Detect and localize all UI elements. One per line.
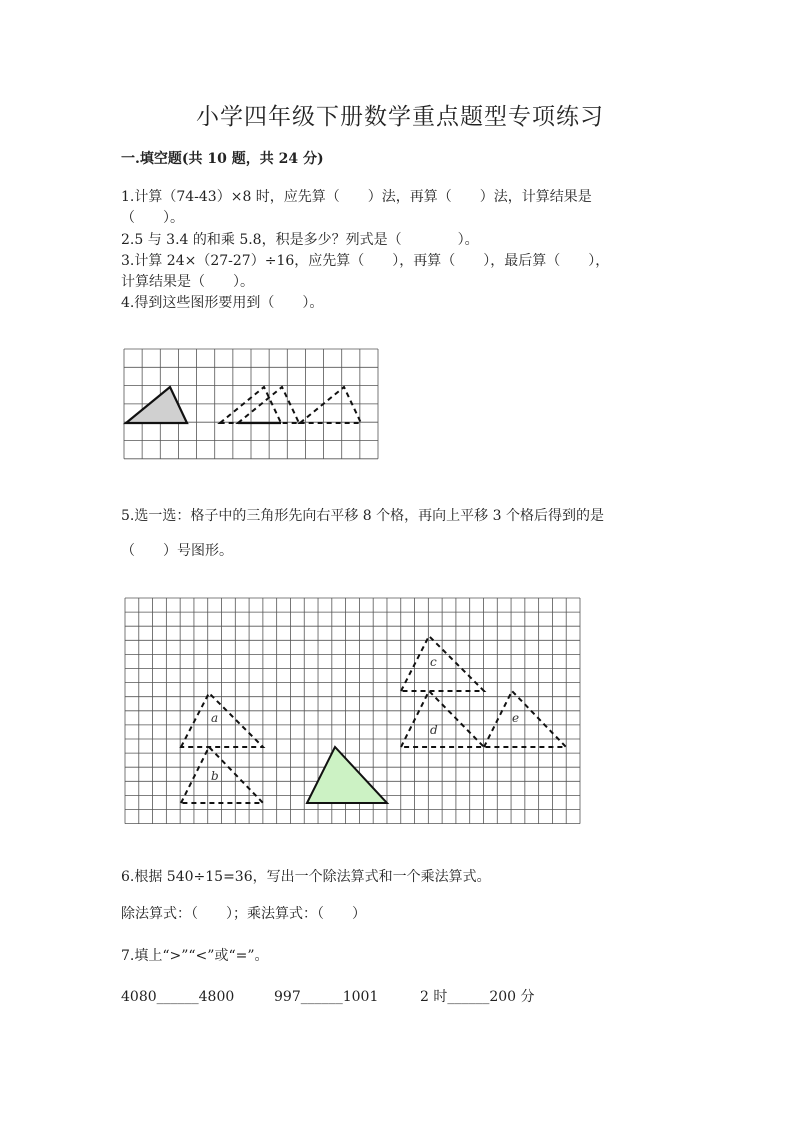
triangle-b — [181, 747, 263, 803]
section-heading: 一.填空题(共 10 题，共 24 分) — [121, 151, 324, 167]
q5-line1: 5.选一选：格子中的三角形先向右平移 8 个格，再向上平移 3 个格后得到的是 — [121, 508, 604, 524]
q5-green-triangle — [307, 747, 387, 803]
q6-line1: 6.根据 540÷15=36，写出一个除法算式和一个乘法算式。 — [121, 869, 491, 885]
q5-line2: （ ）号图形。 — [121, 543, 233, 559]
label-a: a — [211, 711, 219, 725]
q7-item-3: 2 时______200 分 — [420, 989, 535, 1005]
q1-line2: （ ）。 — [121, 210, 184, 226]
q1-line1: 1.计算（74-43）×8 时，应先算（ ）法，再算（ ）法，计算结果是 — [121, 189, 592, 205]
label-e: e — [512, 711, 520, 725]
q7-item-1: 4080______4800 — [121, 989, 235, 1005]
label-b: b — [211, 769, 219, 783]
q3-line1: 3.计算 24×（27-27）÷16，应先算（ ），再算（ ），最后算（ ）， — [121, 253, 610, 269]
label-c: c — [430, 655, 437, 669]
label-d: d — [430, 723, 438, 737]
q6-line2: 除法算式：（ ）；乘法算式：（ ） — [121, 906, 366, 922]
q2-text: 2.5 与 3.4 的和乘 5.8，积是多少？列式是（ ）。 — [121, 232, 479, 248]
q7-line1: 7.填上“>”“<”或“=”。 — [121, 948, 269, 964]
q7-item-2: 997______1001 — [274, 989, 379, 1005]
q4-text: 4.得到这些图形要用到（ ）。 — [121, 295, 324, 311]
page-title: 小学四年级下册数学重点题型专项练习 — [196, 104, 604, 130]
q3-line2: 计算结果是（ ）。 — [121, 274, 254, 290]
